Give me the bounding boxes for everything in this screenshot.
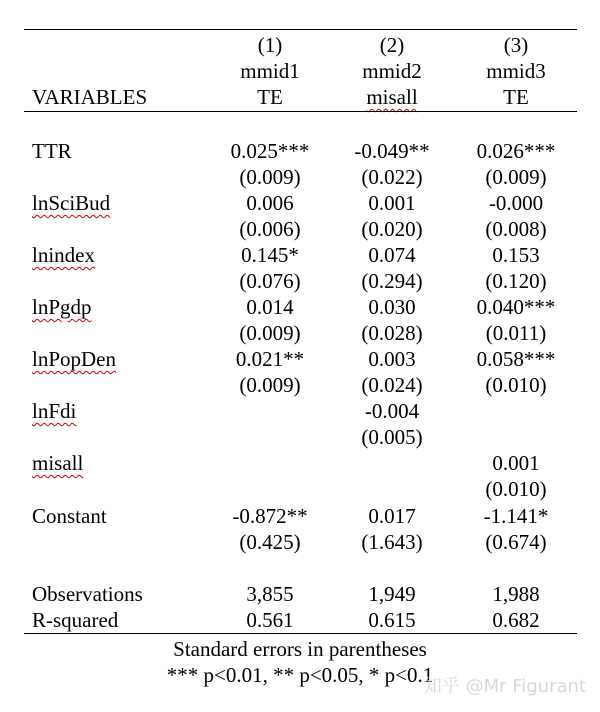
coef-ttr-2: -0.049** [354,139,430,163]
col-depvar-1: TE [257,85,283,109]
se-lnpgdp-3: (0.011) [485,321,547,345]
se-lnpopden-2: (0.024) [361,373,423,397]
coef-lnpgdp-1: 0.014 [246,295,294,319]
coef-lnpopden-3: 0.058*** [476,347,556,371]
watermark: 知乎 @Mr Figurant [423,676,586,697]
se-lnindex-3: (0.120) [485,269,547,293]
se-misall-3: (0.010) [485,477,547,501]
se-lnpopden-3: (0.010) [485,373,547,397]
row-label-lnfdi-wrap [32,398,76,424]
col-depvar-2-wrap [334,84,450,110]
obs-1: 3,855 [246,582,294,606]
col-depvar-2: misall [366,85,418,109]
col-number-2: (2) [379,33,405,57]
coef-lnscibud-1: 0.006 [246,191,294,215]
coef-lnpgdp-3: 0.040*** [476,295,556,319]
header-rule [24,111,577,112]
footnote-pvalues: *** p<0.01, ** p<0.05, * p<0.1 [166,663,434,687]
col-depvar-3: TE [503,85,529,109]
coef-lnpopden-2: 0.003 [368,347,416,371]
coef-lnscibud-3: -0.000 [488,191,544,215]
coef-lnscibud-2: 0.001 [368,191,416,215]
se-lnscibud-1: (0.006) [239,217,301,241]
coef-lnindex-3: 0.153 [492,243,540,267]
row-label-lnindex-wrap [32,242,95,268]
se-constant-3: (0.674) [485,530,547,554]
footnote-se: Standard errors in parentheses [173,637,427,661]
coef-ttr-3: 0.026*** [476,139,556,163]
se-lnscibud-2: (0.020) [361,217,423,241]
coef-constant-2: 0.017 [368,504,416,528]
se-ttr-1: (0.009) [239,165,301,189]
row-label-lnindex: lnindex [32,243,95,267]
se-ttr-2: (0.022) [361,165,423,189]
row-label-misall-wrap [32,450,83,476]
coef-lnindex-1: 0.145* [241,243,299,267]
se-lnpgdp-2: (0.028) [361,321,423,345]
row-label-misall: misall [32,451,84,475]
row-label-lnscibud-wrap [32,190,110,216]
se-constant-1: (0.425) [239,530,301,554]
row-label-rsquared: R-squared [32,608,119,632]
col-model-2: mmid2 [362,59,422,83]
coef-constant-1: -0.872** [232,504,308,528]
rsq-2: 0.615 [368,608,416,632]
col-number-3: (3) [503,33,529,57]
coef-misall-3: 0.001 [492,451,540,475]
obs-3: 1,988 [492,582,540,606]
row-label-ttr: TTR [32,139,72,163]
col-number-1: (1) [257,33,283,57]
row-label-lnpgdp: lnPgdp [32,295,92,319]
se-ttr-3: (0.009) [485,165,547,189]
coef-lnpgdp-2: 0.030 [368,295,416,319]
rsq-3: 0.682 [492,608,540,632]
coef-constant-3: -1.141* [483,504,549,528]
se-lnfdi-2: (0.005) [361,425,423,449]
coef-lnpopden-1: 0.021** [235,347,305,371]
row-label-lnpopden: lnPopDen [32,347,116,371]
variables-header: VARIABLES [32,85,148,109]
rsq-1: 0.561 [246,608,294,632]
se-lnindex-1: (0.076) [239,269,301,293]
bottom-rule [24,633,577,634]
row-label-lnscibud: lnSciBud [32,191,111,215]
row-label-constant: Constant [32,504,107,528]
col-model-1: mmid1 [240,59,300,83]
se-lnpopden-1: (0.009) [239,373,301,397]
coef-lnfdi-2: -0.004 [364,399,420,423]
row-label-lnpopden-wrap [32,346,116,372]
obs-2: 1,949 [368,582,416,606]
coef-lnindex-2: 0.074 [368,243,416,267]
col-model-3: mmid3 [486,59,546,83]
se-lnindex-2: (0.294) [361,269,423,293]
se-constant-2: (1.643) [361,530,423,554]
row-label-lnpgdp-wrap [32,294,92,320]
coef-ttr-1: 0.025*** [230,139,310,163]
se-lnpgdp-1: (0.009) [239,321,301,345]
se-lnscibud-3: (0.008) [485,217,547,241]
top-rule [24,29,577,30]
row-label-observations: Observations [32,582,143,606]
row-label-lnfdi: lnFdi [32,399,77,423]
